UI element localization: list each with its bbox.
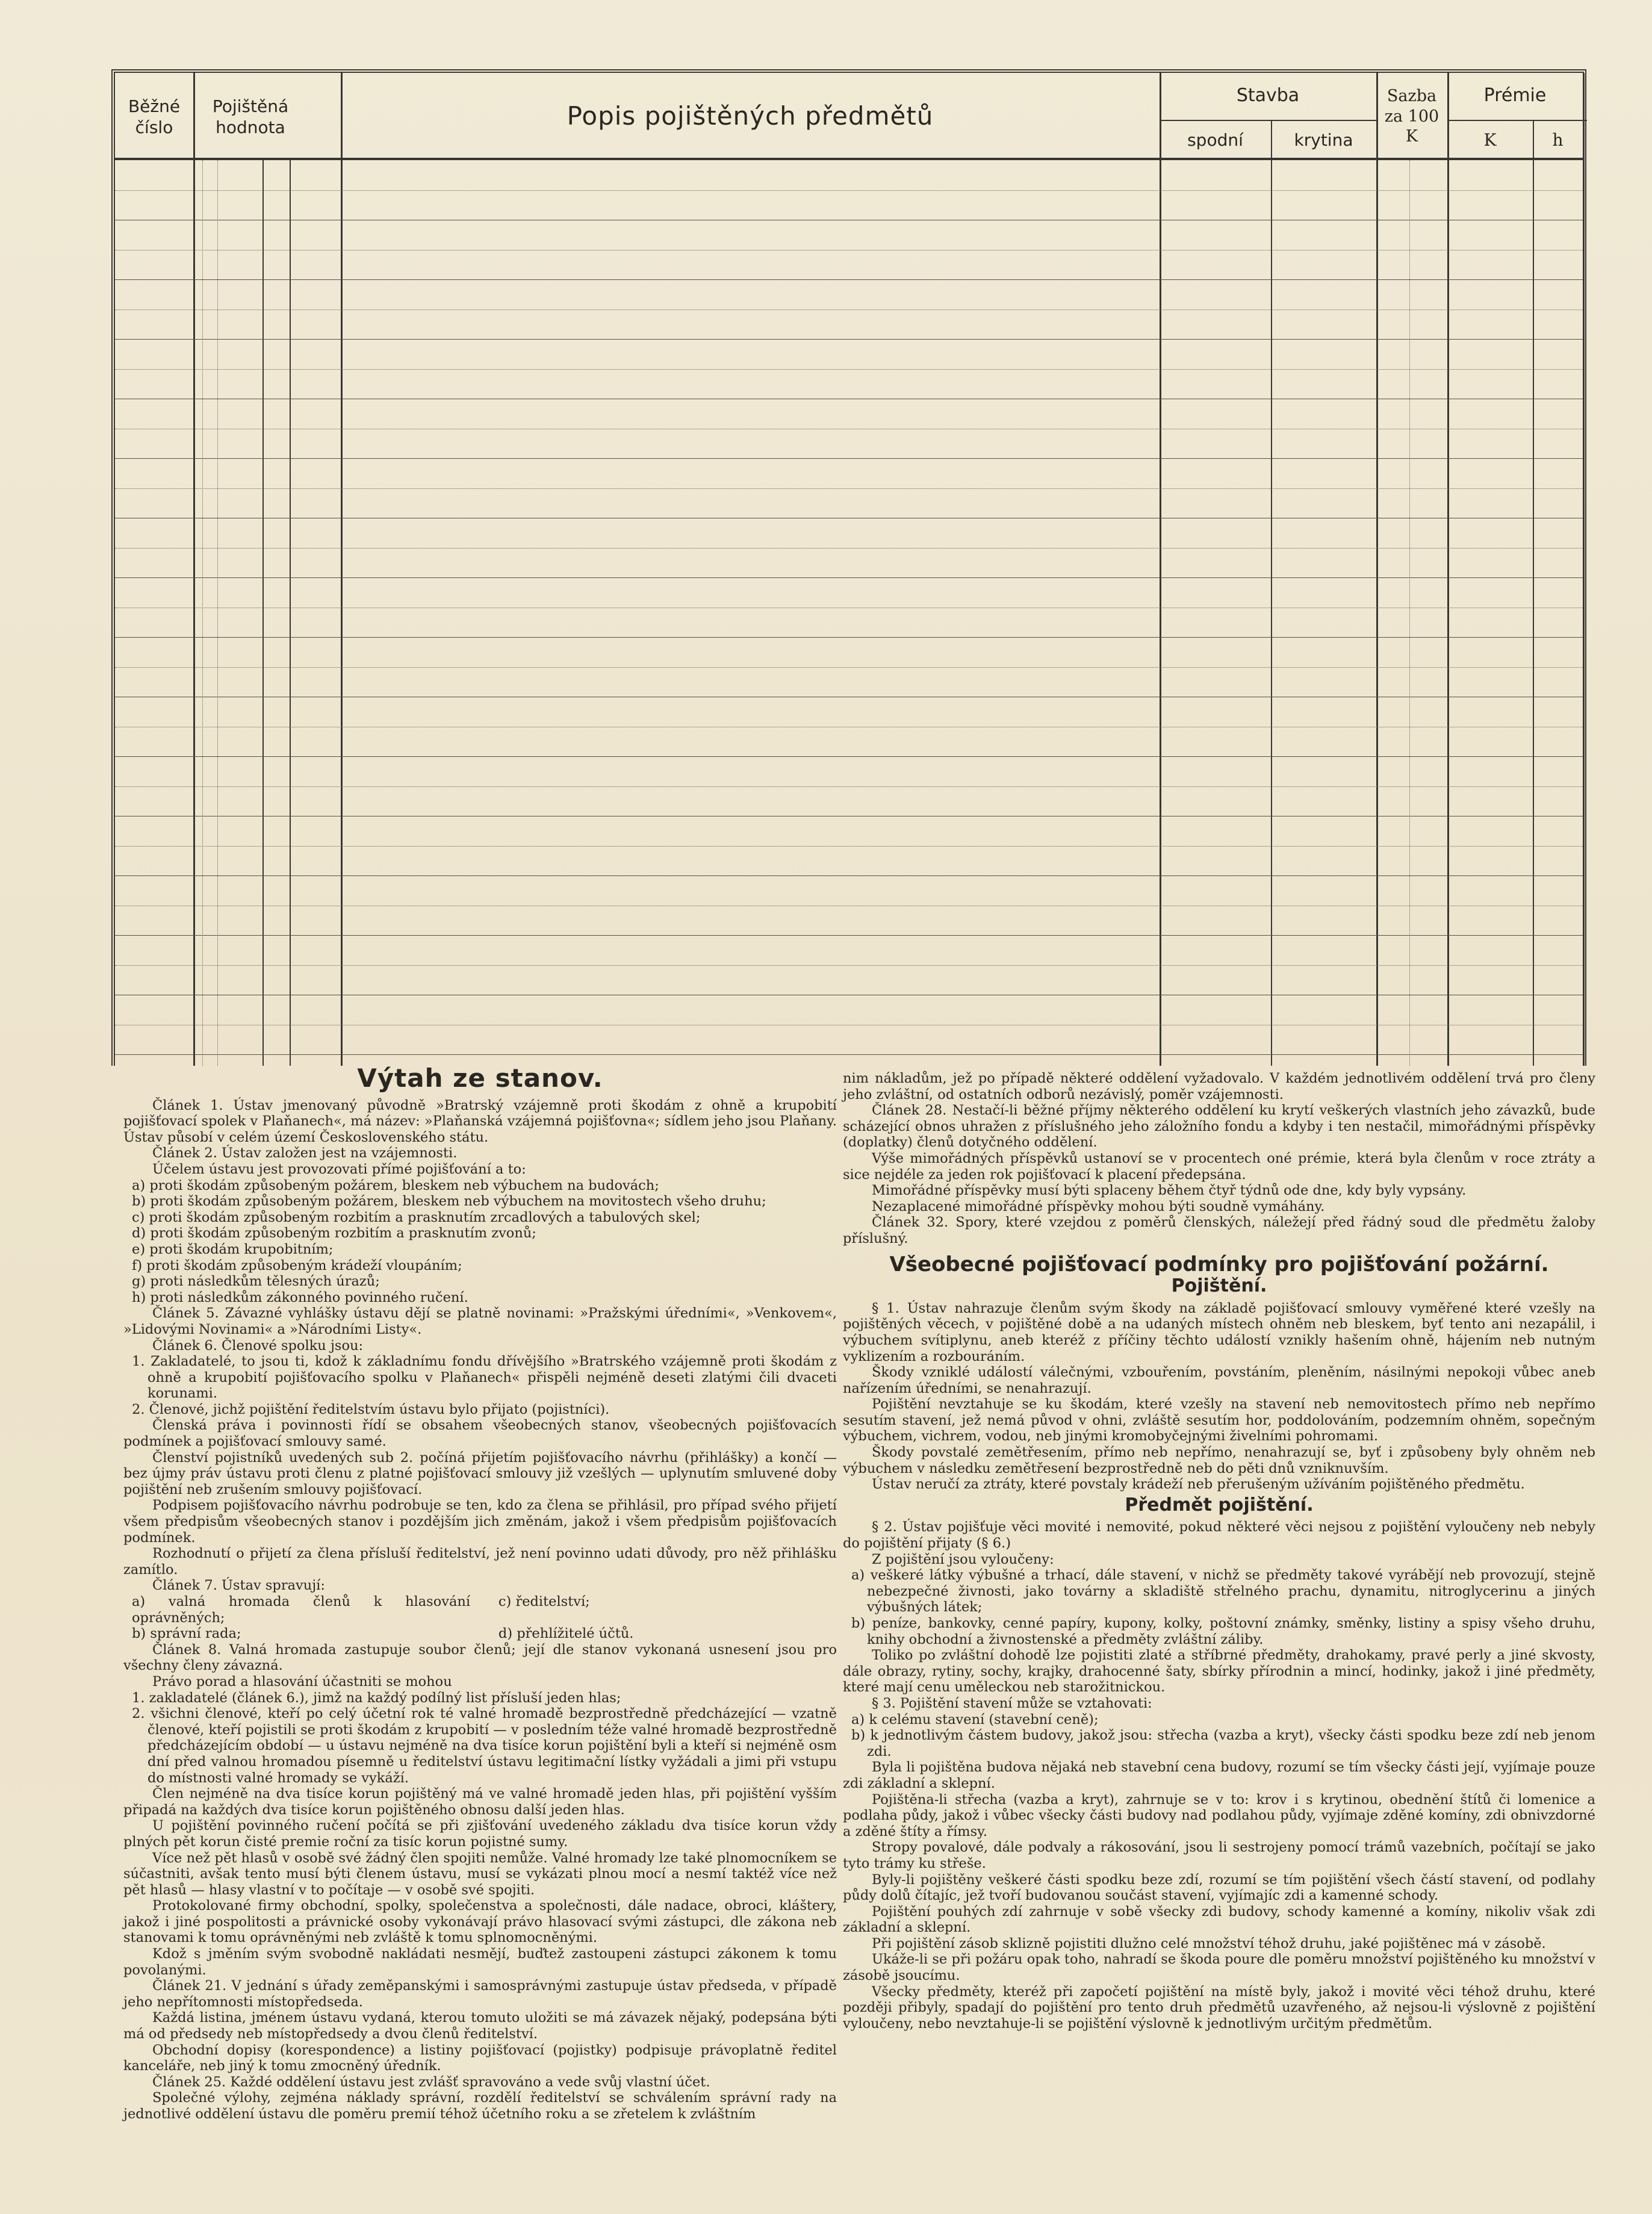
text-paragraph: b) peníze, bankovky, cenné papíry, kupony, kolky, poštovní známky, směnky, listiny a spisy všeho druhu, knihy obchodní a živnostenské a předměty zvláštní záliby. xyxy=(851,1615,1595,1647)
text-paragraph: nim nákladům, jež po případě některé oddělení vyžadovalo. V každém jednotlivém oddělení trvá pro členy jeho zvláštní, od ostatních odborů nezávislý, poměr vzájemnosti. xyxy=(843,1071,1595,1102)
text-paragraph: Výše mimořádných příspěvků ustanoví se v procentech oné prémie, která byla členům v roce ztráty a sice nejdéle za jeden rok pojišťovací k placení předepsána. xyxy=(843,1150,1595,1183)
organ-a: a) valná hromada členů k hlasování oprávněných; xyxy=(132,1594,471,1626)
hellers-divider xyxy=(1533,120,1534,160)
text-paragraph: a) k celému stavení (stavební ceně); xyxy=(851,1711,1099,1727)
organs-list xyxy=(123,1626,837,1642)
text-paragraph: Společné výlohy, zejména náklady správní, rozdělí ředitelství se schválením správní rady na jednotlivé oddělení ústavu dle poměru premií téhož účetního roku a se zřetelem k zvláštním xyxy=(123,2090,837,2122)
table-row-line xyxy=(115,548,1583,549)
header-description: Popis pojištěných předmětů xyxy=(567,101,934,131)
section-insurance-title: Pojištění. xyxy=(1171,1275,1267,1297)
construction-divider xyxy=(1160,120,1376,121)
text-paragraph: a) proti škodám způsobeným požárem, bleskem neb výbuchem na budovách; xyxy=(132,1177,659,1193)
text-paragraph: Účelem ústavu jest provozovati přímé pojišťování a to: xyxy=(152,1161,526,1177)
header-hellers: h xyxy=(1552,129,1564,150)
text-paragraph: Článek 32. Spory, které vzejdou z poměrů členských, náležejí před řádný soud dle předmětu žaloby příslušný. xyxy=(843,1214,1595,1246)
right-column xyxy=(843,1071,1595,2032)
text-paragraph: Nezaplacené mimořádné příspěvky mohou býti soudně vymáhány. xyxy=(872,1198,1325,1214)
table-row-line xyxy=(115,577,1583,578)
table-row-line xyxy=(115,488,1583,489)
text-paragraph: Ústav neručí za ztráty, které povstaly krádeží neb přerušeným užíváním pojištěného předmětu. xyxy=(872,1476,1525,1493)
statutes-title: Výtah ze stanov. xyxy=(357,1063,603,1093)
text-paragraph: Obchodní dopisy (korespondence) a listiny pojišťovací (pojistky) podpisuje právoplatně ředitel kanceláře, neb jiný k tomu zmocněný úředník. xyxy=(123,2042,837,2074)
table-row-line xyxy=(115,190,1583,191)
statutes-text-b xyxy=(123,1642,837,2122)
header-premium: Prémie xyxy=(1483,84,1547,106)
organ-c: c) ředitelství; xyxy=(498,1594,590,1609)
text-paragraph: Článek 2. Ústav založen jest na vzájemnosti. xyxy=(152,1145,458,1161)
table-row-line xyxy=(115,637,1583,638)
header-insured-value: Pojištěná hodnota xyxy=(212,96,289,137)
table-row-line xyxy=(115,339,1583,340)
organ-b: b) správní rada; xyxy=(132,1626,241,1642)
organs-list xyxy=(123,1594,837,1626)
text-paragraph: Článek 25. Každé oddělení ústavu jest zvlášť spravováno a vede svůj vlastní účet. xyxy=(152,2074,710,2090)
text-paragraph: U pojištění povinného ručení počítá se při zjišťování uvedeného základu dva tisíce korun vždy plných pět korun čisté premie roční za tisíc korun pojistné sumy. xyxy=(123,1818,837,1850)
text-paragraph: g) proti následkům tělesných úrazů; xyxy=(132,1273,380,1290)
text-paragraph: h) proti následkům zákonného povinného ručení. xyxy=(132,1289,468,1305)
text-paragraph: 1. zakladatelé (článek 6.), jimž na každý podílný list přísluší jeden hlas; xyxy=(132,1690,621,1706)
organ-d: d) přehlížitelé účtů. xyxy=(498,1626,634,1642)
section-subject-title: Předmět pojištění. xyxy=(1125,1494,1314,1516)
text-paragraph: Článek 5. Závazné vyhlášky ústavu dějí se platně novinami: »Pražskými úředními«, »Venkovem«, »Lidovými Novinami« a »Národními Listy«. xyxy=(123,1305,837,1337)
section-subject-text xyxy=(843,1519,1595,2032)
table-header xyxy=(115,73,1583,160)
text-paragraph: Rozhodnutí o přijetí za člena přísluší ředitelství, jež není povinno udati důvody, pro něž přihlášku zamítlo. xyxy=(123,1546,837,1578)
text-paragraph: Kdož s jměním svým svobodně nakládati nesmějí, buďtež zastoupeni zástupci zákonem k tomu povolanými. xyxy=(123,1946,837,1978)
text-paragraph: Článek 1. Ústav jmenovaný původně »Bratrský vzájemně proti škodám z ohně a krupobití pojišťovací spolek v Plaňanech«, má název: »Plaňanská vzájemná pojišťovna«; sídlem jeho jsou Plaňany. Ústav působí v celém území Československého státu. xyxy=(123,1097,837,1145)
text-paragraph: d) proti škodám způsobeným rozbitím a prasknutím zvonů; xyxy=(132,1225,536,1242)
text-paragraph: Při pojištění zásob sklizně pojistiti dlužno celé množství téhož druhu, jaké pojištěnec má v zásobě. xyxy=(872,1935,1546,1951)
text-paragraph: Ukáže-li se při požáru opak toho, nahradí se škoda poure dle poměru množství pojištěného ku množství v zásobě jsoucímu. xyxy=(843,1951,1595,1984)
text-paragraph: c) proti škodám způsobeným rozbitím a prasknutím zrcadlových a tabulových skel; xyxy=(132,1209,701,1225)
header-number: Běžné číslo xyxy=(128,96,181,137)
table-row-line xyxy=(115,965,1583,966)
header-rate: Sazba za 100 K xyxy=(1384,86,1439,146)
text-paragraph: Byla li pojištěna budova nějaká neb stavební cena budovy, rozumí se tím všecky části její, vyjímaje pouze zdi základní a sklepní. xyxy=(843,1759,1595,1791)
text-paragraph: Každá listina, jménem ústavu vydaná, kterou tomuto uložiti se má závazek nějaký, podepsána býti má od předsedy neb místopředsedy a dvou členů ředitelství. xyxy=(123,2010,837,2042)
text-paragraph: Z pojištění jsou vyloučeny: xyxy=(872,1551,1054,1567)
text-paragraph: Článek 8. Valná hromada zastupuje soubor členů; její dle stanov vykonaná usnesení jsou pro všechny členy závazná. xyxy=(123,1641,837,1674)
table-row-line xyxy=(115,846,1583,847)
left-column xyxy=(123,1063,837,2122)
table-row-line xyxy=(115,1054,1583,1055)
text-paragraph: § 1. Ústav nahrazuje členům svým škody na základě pojišťovací smlouvy vyměřené které vzešly na pojištěných věcech, v pojištěné době a na udaných místech ohněm neb bleskem, byť tento ani nezapálil, i výbuchem svítiplynu, aneb kteréž z příčiny těchto událostí vznikly hašením ohně, hájením neb nutným vyklizením a rozbouráním. xyxy=(843,1300,1595,1364)
conditions-title: Všeobecné pojišťovací podmínky pro pojišťování požární. xyxy=(889,1252,1549,1276)
text-paragraph: Pojištěna-li střecha (vazba a kryt), zahrnuje se v to: krov i s krytinou, obednění štítů či lomenice a podlaha půdy, jakož i vůbec všecky části budovy nad podlahou půdy, vyjímaje zděné komíny, zdi obnivzdorné a zděné štíty a římsy. xyxy=(843,1791,1595,1839)
text-paragraph: Člen nejméně na dva tisíce korun pojištěný má ve valné hromadě jeden hlas, při pojištění vyšším připadá na každých dva tisíce korun pojištěného obnosu další jeden hlas. xyxy=(123,1786,837,1818)
text-paragraph: § 3. Pojištění stavení může se vztahovati: xyxy=(872,1695,1152,1711)
text-paragraph: 1. Zakladatelé, to jsou ti, kdož k základnímu fondu dřívějšího »Bratrského vzájemně proti škodám z ohně a krupobití pojišťovacího spolku v Plaňanech« přispěli nejméně deseti zlatými čili dvaceti korunami. xyxy=(132,1354,837,1402)
text-paragraph: b) k jednotlivým částem budovy, jakož jsou: střecha (vazba a kryt), všecky části spodku beze zdí neb jenom zdi. xyxy=(851,1727,1595,1759)
text-paragraph: Škody povstalé zemětřesením, přímo neb nepřímo, nenahrazují se, byť i způsobeny byly ohněm neb výbuchem v následku zemětřesení bezprostředně neb do pěti dnů vzniknuvším. xyxy=(843,1444,1595,1476)
text-paragraph: Byly-li pojištěny veškeré části spodku beze zdí, rozumí se tím pojištění všech částí stavení, od podlahy půdy dolů čítajíc, jež tvoří budovanou součást stavení, vyjímajíc zdi a kamenné schody. xyxy=(843,1871,1595,1904)
text-paragraph: 2. všichni členové, kteří po celý účetní rok té valné hromadě bezprostředně předcházející — vzatně členové, kteří pojistili se proti škodám z krupobití — v posledním téže valné hromadě bezprostředně předcházejícím období — u ústavu nejméně na dva tisíce korun pojištění byli a kteří si nejméně osm dní před valnou hromadou písemně u ředitelství ústavu legitimační lístky vyžádali a jimi při vstupu do místnosti valné hromady se vykáží. xyxy=(132,1706,837,1786)
text-paragraph: e) proti škodám krupobitním; xyxy=(132,1241,334,1257)
text-paragraph: Stropy povalové, dále podvaly a rákosování, jsou li sestrojeny pomocí trámů vazebních, počítají se jako tyto trámy ku střeše. xyxy=(843,1839,1595,1871)
statutes-continued xyxy=(843,1071,1595,1247)
text-paragraph: Členství pojistníků uvedených sub 2. počíná přijetím pojišťovacího návrhu (přihlášky) a končí — bez újmy práv ústavu proti členu z platné pojišťovací smlouvy již vzešlých — uplynutím smluvené doby pojištění neb zrušením smlouvy pojišťovací. xyxy=(123,1449,837,1497)
text-paragraph: Protokolované firmy obchodní, spolky, společenstva a společnosti, dále nadace, obroci, kláštery, jakož i jiné pospolitosti a právnické osoby vykonávají právo hlasovací svými zástupci, dle zákona neb stanovami k tomu oprávněnými neb zvláště k tomu splnomocněnými. xyxy=(123,1898,837,1946)
header-lower: spodní xyxy=(1187,129,1243,150)
table-body xyxy=(115,160,1583,1066)
premium-divider xyxy=(1447,120,1587,121)
text-paragraph: Článek 21. V jednání s úřady zeměpanskými i samosprávnými zastupuje ústav předseda, v případě jeho nepřítomnosti místopředseda. xyxy=(123,1978,837,2010)
text-paragraph: Toliko po zvláštní dohodě lze pojistiti zlaté a stříbrné předměty, drahokamy, pravé perly a jiné skvosty, dále obrazy, rytiny, sochy, krajky, drahocenné šaty, sbírky přírodnin a mincí, hodinky, jakož i jiné předměty, které mají cenu uměleckou neb starožitnickou. xyxy=(843,1647,1595,1696)
text-paragraph: Článek 7. Ústav spravují: xyxy=(152,1578,325,1594)
insurance-items-table xyxy=(111,69,1586,1066)
table-row-line xyxy=(115,279,1583,280)
text-paragraph: § 2. Ústav pojišťuje věci movité i nemovité, pokud některé věci nejsou z pojištění vyloučeny neb nebyly do pojištění přijaty (§ 6.) xyxy=(843,1519,1595,1552)
text-paragraph: f) proti škodám způsobeným krádeží vloupáním; xyxy=(132,1257,462,1273)
text-paragraph: Více než pět hlasů v osobě své žádný člen spojiti nemůže. Valné hromady lze také plnomocníkem se súčastniti, avšak tento musí býti členem ústavu, musí se vykázati plnou mocí a nesmí taktéž více než pět hlasů — hlasy vlastní v to počítaje — v osobě své spojiti. xyxy=(123,1850,837,1898)
table-row-line xyxy=(115,369,1583,370)
text-paragraph: Mimořádné příspěvky musí býti splaceny během čtyř týdnů ode dne, kdy byly vypsány. xyxy=(872,1183,1467,1199)
text-paragraph: Pojištění nevztahuje se ku škodám, které vzešly na stavení neb nemovitostech přímo neb nepřímo sesutím stavení, jež nemá původ v ohni, zvláště sesutím hor, poddolováním, podzemním ohněm, sopečným výbuchem, vichrem, vodou, neb jinými kromobyčejnými živelními pohromami. xyxy=(843,1396,1595,1444)
text-paragraph: Všecky předměty, kteréž při započetí pojištění na místě byly, jakož i movité věci téhož druhu, které později přibyly, spadají do pojištění pro tento druh předmětů uzavřeného, až nejsou-li výslovně z pojištění vyloučeny, nebo nevztahuje-li se pojištění výslovně k jednotlivým určitým předmětům. xyxy=(843,1983,1595,2032)
header-crowns: K xyxy=(1483,129,1497,150)
text-paragraph: Článek 28. Nestačí-li běžné příjmy některého oddělení ku krytí veškerých vlastních jeho závazků, bude scházející obnos uhražen z příslušného jeho záložního fondu a kdyby i ten nestačil, mimořádnými příspěvky (doplatky) členů dotyčného oddělení. xyxy=(843,1102,1595,1151)
table-row-line xyxy=(115,756,1583,757)
statutes-text-a xyxy=(123,1098,837,1594)
text-paragraph: Členská práva i povinnosti řídí se obsahem všeobecných stanov, všeobecných pojišťovacích podmínek a pojišťovací smlouvy samé. xyxy=(123,1417,837,1450)
table-row-line xyxy=(115,458,1583,459)
table-row-line xyxy=(115,935,1583,936)
header-construction: Stavba xyxy=(1236,84,1300,106)
roof-divider xyxy=(1271,120,1272,160)
table-row-line xyxy=(115,667,1583,668)
text-paragraph: Podpisem pojišťovacího návrhu podrobuje se ten, kdo za člena se přihlásil, pro případ svého přijetí všem předpisům všeobecných stanov i pozdějším jich změnám, jakož i všem předpisům pojišťovacích podmínek. xyxy=(123,1497,837,1546)
table-row-line xyxy=(115,786,1583,787)
table-row-line xyxy=(115,875,1583,876)
text-paragraph: Právo porad a hlasování účastniti se mohou xyxy=(152,1673,452,1690)
col-line xyxy=(1583,73,1585,1066)
header-roof: krytina xyxy=(1294,129,1353,150)
text-paragraph: Škody vzniklé událostí válečnými, vzbouřením, povstáním, pleněním, násilnými nepokoji vůbec aneb nařízením úředními, se nenahrazují. xyxy=(843,1364,1595,1396)
text-paragraph: a) veškeré látky výbušné a trhací, dále stavení, v nichž se předměty takové vyrábějí neb provozují, stejně nebezpečné živnosti, jako továrny a skladiště střelného prachu, dynamitu, nitroglycerinu a jiných výbušných látek; xyxy=(851,1567,1595,1615)
section-insurance-text xyxy=(843,1301,1595,1493)
text-paragraph: 2. Členové, jichž pojištění ředitelstvím ústavu bylo přijato (pojistníci). xyxy=(132,1401,610,1417)
text-paragraph: Pojištění pouhých zdí zahrnuje v sobě všecky zdi budovy, schody kamenné a komíny, nikoliv však zdi základní a sklepní. xyxy=(843,1903,1595,1936)
text-paragraph: Článek 6. Členové spolku jsou: xyxy=(152,1337,364,1354)
table-row-line xyxy=(115,309,1583,310)
text-paragraph: b) proti škodám způsobeným požárem, bleskem neb výbuchem na movitostech všeho druhu; xyxy=(132,1193,766,1210)
